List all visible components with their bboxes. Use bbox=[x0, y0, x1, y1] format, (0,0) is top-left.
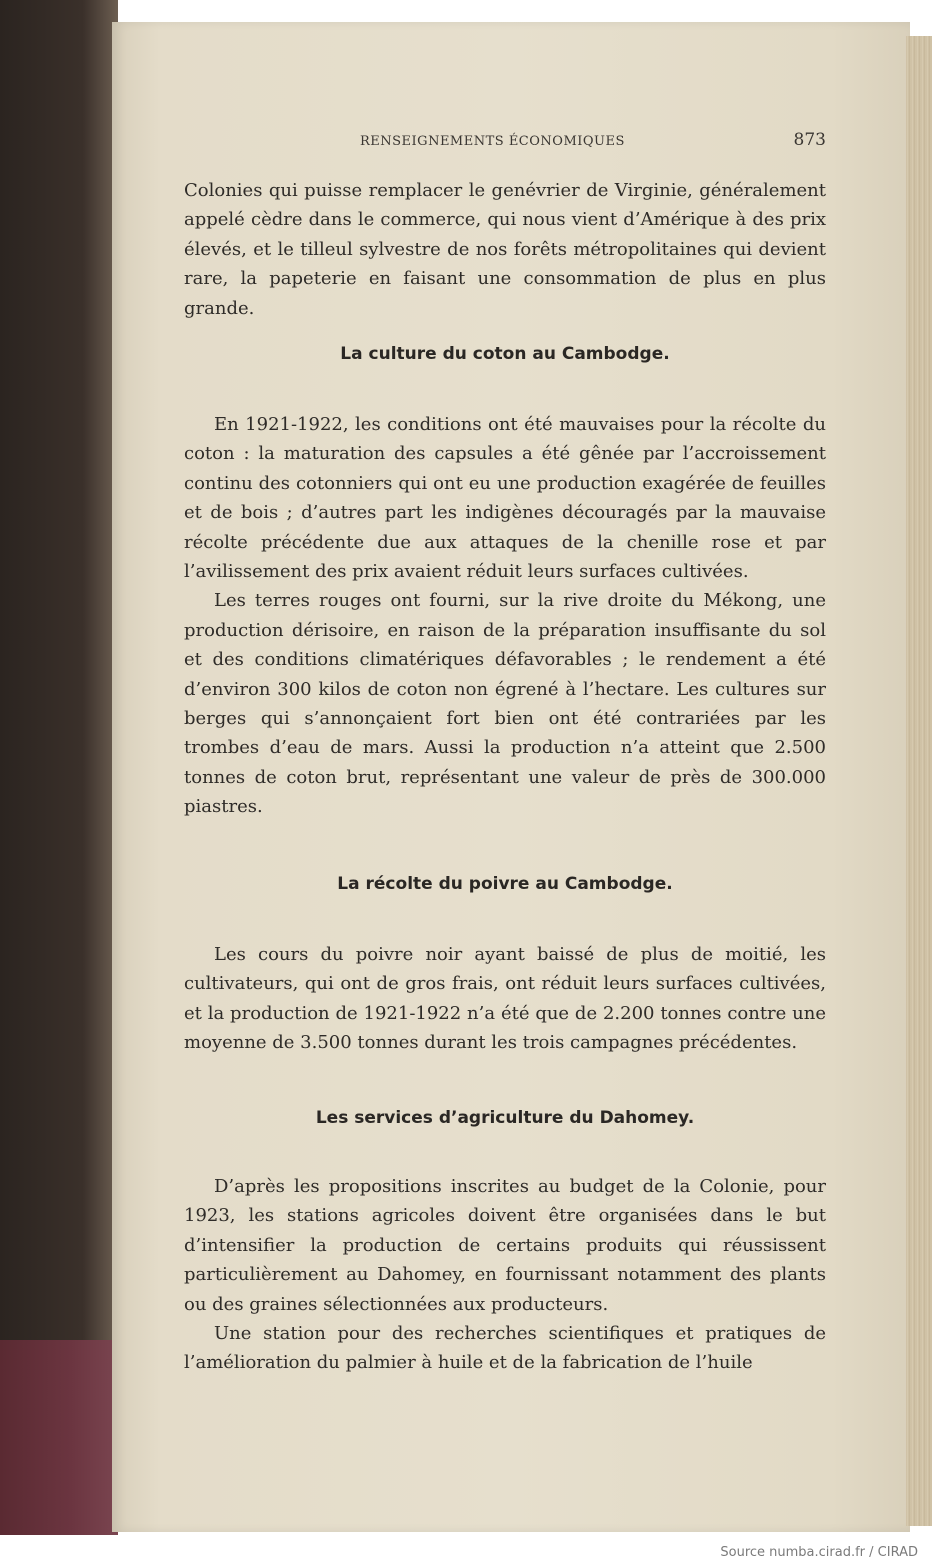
coton-block bbox=[184, 410, 826, 822]
book-spine-shadow bbox=[0, 0, 118, 1535]
page-edges bbox=[906, 36, 932, 1526]
page-number: 873 bbox=[793, 130, 826, 150]
section-title-dahomey: Les services d’agriculture du Dahomey. bbox=[315, 1108, 695, 1128]
paragraph-dahomey-2: Une station pour des recherches scientifiques et pratiques de l’amélioration du palmier à huile et de la fabrication de l’huile bbox=[184, 1323, 826, 1374]
book-spine-band bbox=[0, 1340, 118, 1535]
book-page bbox=[112, 22, 910, 1532]
running-title: RENSEIGNEMENTS ÉCONOMIQUES bbox=[360, 134, 625, 149]
paragraph-coton-2: Les terres rouges ont fourni, sur la rive droite du Mékong, une production dérisoire, en raison de la préparation insuffisante du sol et des conditions climatériques défavorables ; le rendement a été d’environ 300 kilos de coton non égrené à l’hectare. Les cultures sur berges qui s’annonçaient fort bien ont été contrariées par les trombes d’eau de mars. Aussi la production n’a atteint que 2.500 tonnes de coton brut, représentant une valeur de près de 300.000 piastres. bbox=[184, 590, 826, 818]
paragraph-intro: Colonies qui puisse remplacer le genévrier de Virginie, généralement appelé cèdre dans le commerce, qui nous vient d’Amérique à des prix élevés, et le tilleul sylvestre de nos forêts métropolitaines qui devient rare, la papeterie en faisant une consommation de plus en plus grande. bbox=[184, 180, 826, 319]
intro-block bbox=[184, 176, 826, 323]
source-credit: Source numba.cirad.fr / CIRAD bbox=[720, 1545, 918, 1560]
poivre-block bbox=[184, 940, 826, 1058]
dahomey-block bbox=[184, 1172, 826, 1378]
running-head bbox=[184, 128, 826, 156]
paragraph-dahomey-1: D’après les propositions inscrites au budget de la Colonie, pour 1923, les stations agricoles doivent être organisées dans le but d’intensifier la production de certains produits qui réussissent particulièrement au Dahomey, en fournissant notamment des plants ou des graines sélectionnées aux producteurs. bbox=[184, 1176, 826, 1315]
section-title-poivre: La récolte du poivre au Cambodge. bbox=[337, 874, 673, 894]
paragraph-coton-1: En 1921-1922, les conditions ont été mauvaises pour la récolte du coton : la maturation des capsules a été gênée par l’accroissement continu des cotonniers qui ont eu une production exagérée de feuilles et de bois ; d’autres part les indigènes découragés par la mauvaise récolte précédente due aux attaques de la chenille rose et par l’avilissement des prix avaient réduit leurs surfaces cultivées. bbox=[184, 414, 826, 583]
section-title-coton: La culture du coton au Cambodge. bbox=[340, 344, 670, 364]
paragraph-poivre-1: Les cours du poivre noir ayant baissé de plus de moitié, les cultivateurs, qui ont de gros frais, ont réduit leurs surfaces cultivées, et la production de 1921-1922 n’a été que de 2.200 tonnes contre une moyenne de 3.500 tonnes durant les trois campagnes précédentes. bbox=[184, 944, 826, 1054]
